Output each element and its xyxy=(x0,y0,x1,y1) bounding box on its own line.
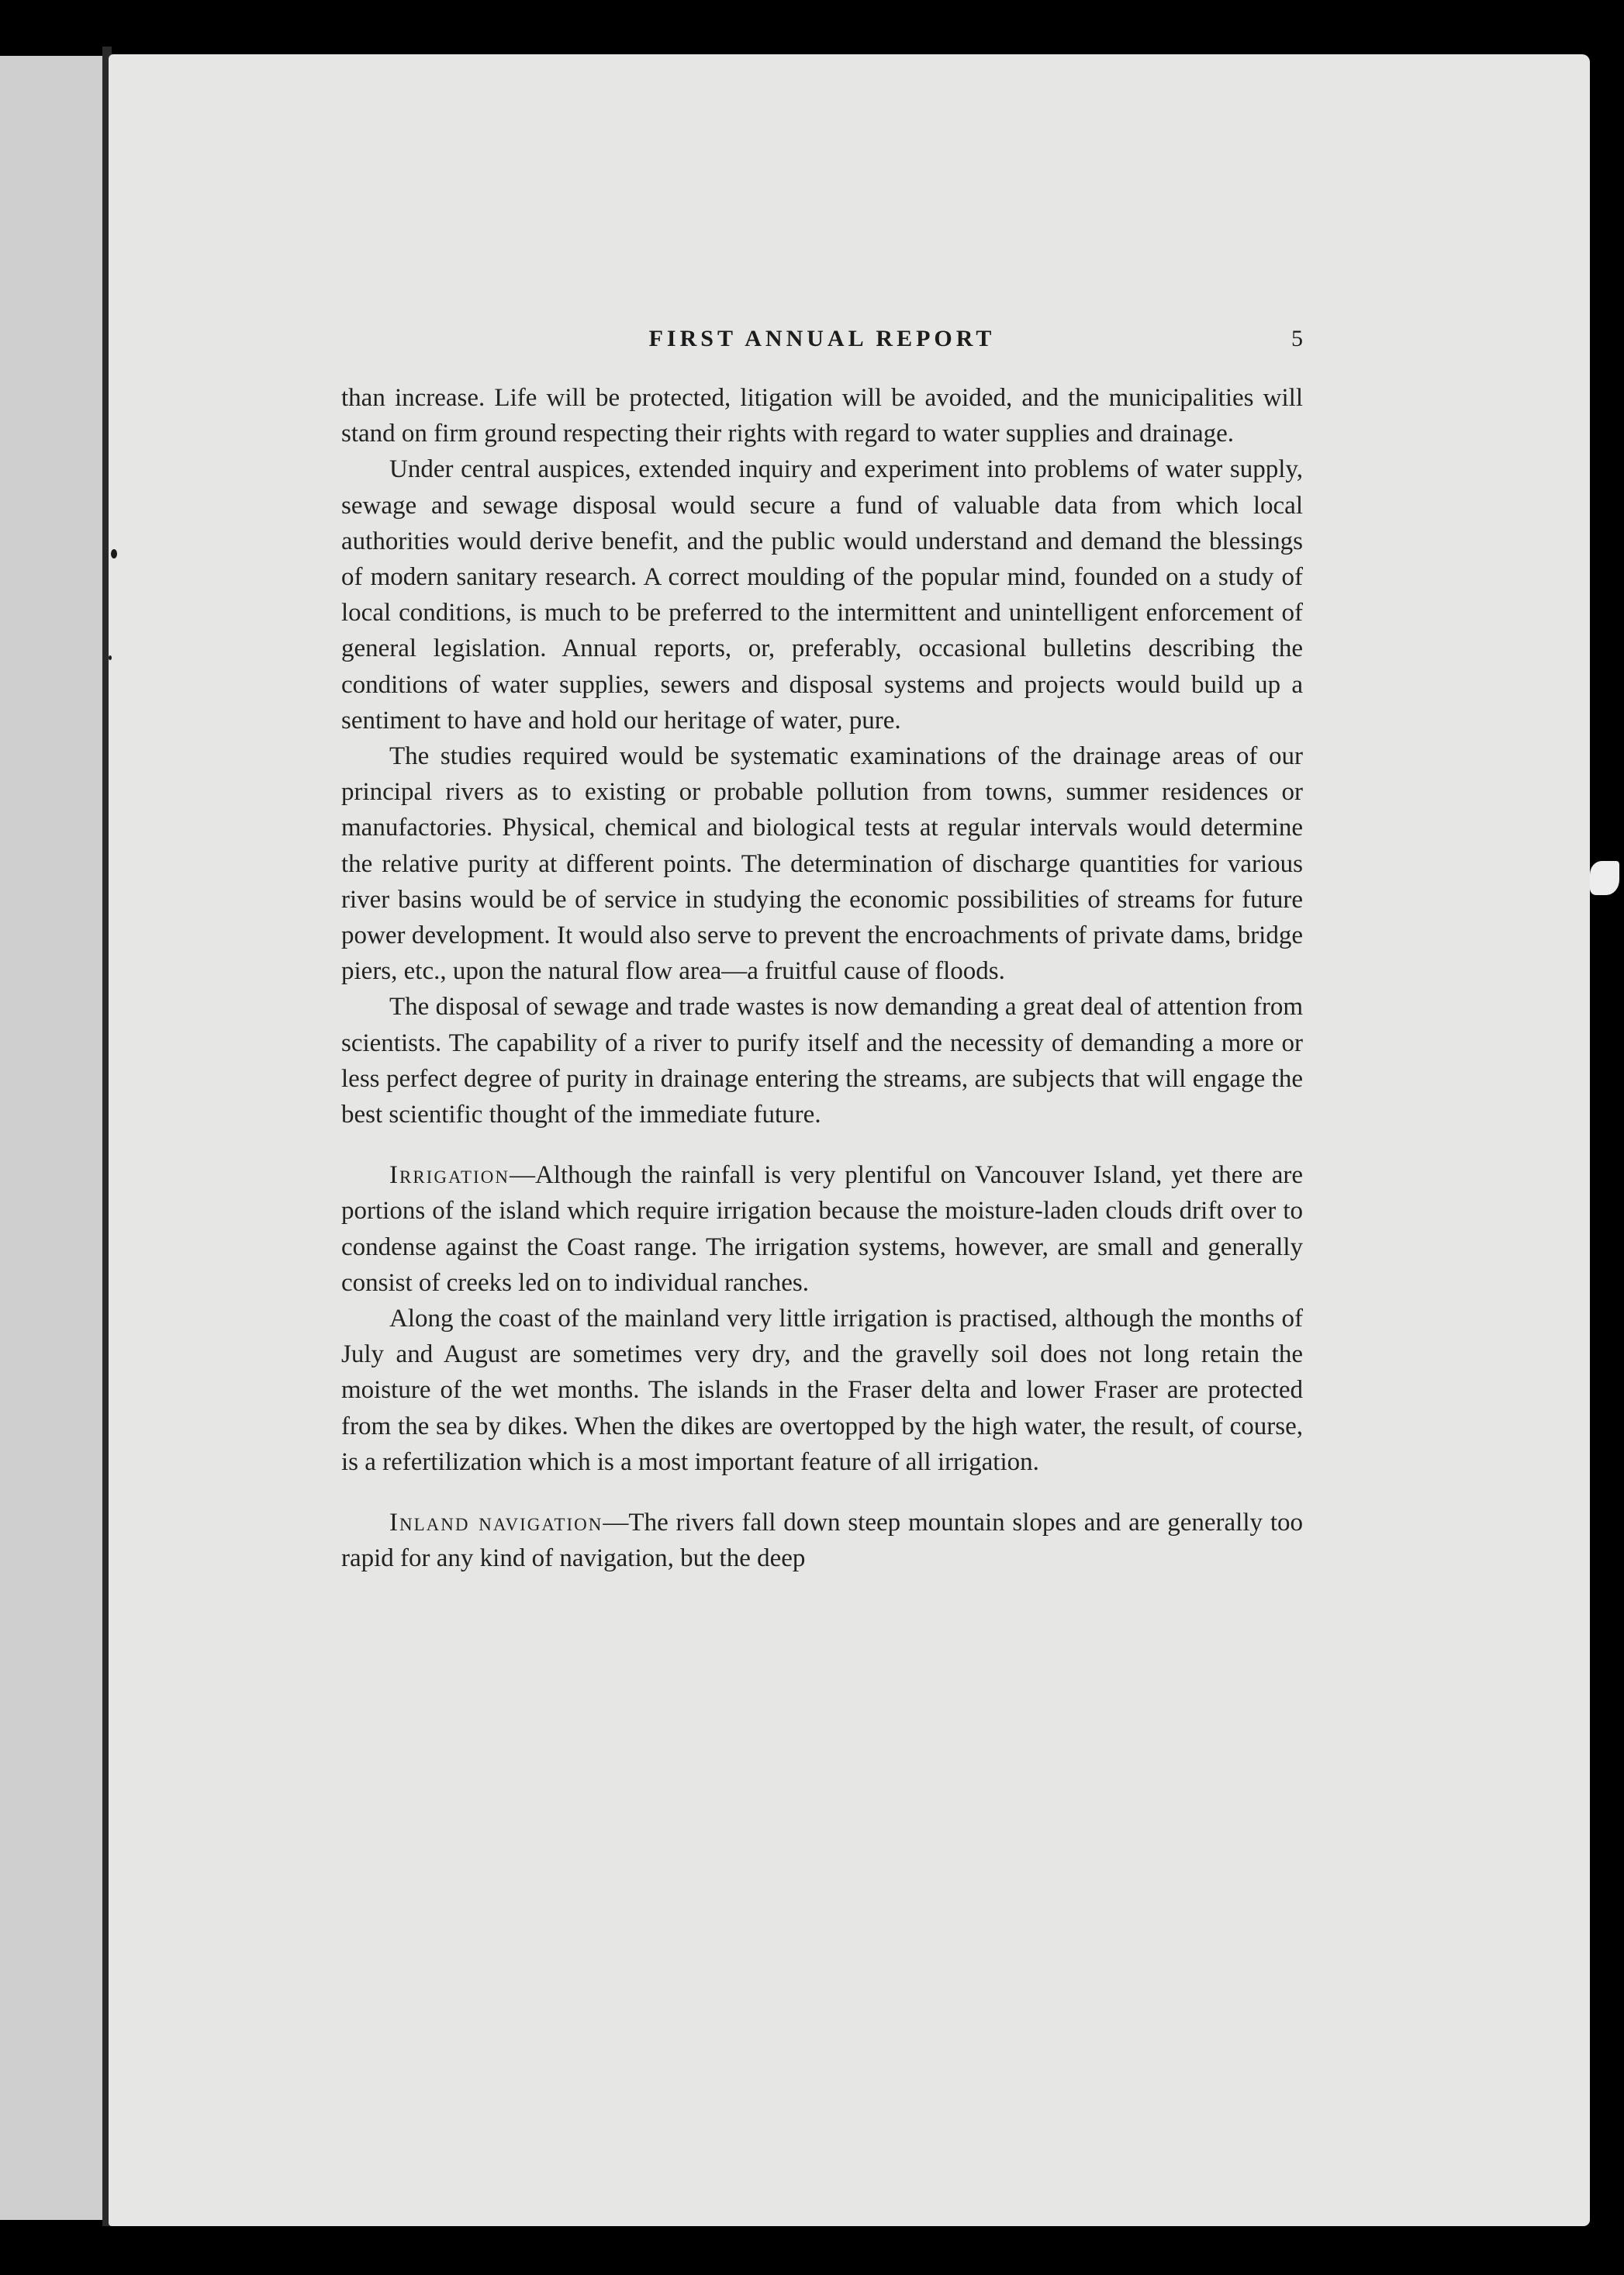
irrigation-heading: Irrigation xyxy=(389,1161,510,1190)
paragraph: Under central auspices, extended inquiry and experiment into problems of water supply, sewage and sewage disposal would secure a fund of valuable data from which local authorities would derive benefit, and the public would understand and demand the blessings of modern sanitary research. A correct moulding of the popular mind, founded on a study of local conditions, is much to be preferred to the intermittent and unintelligent enforcement of general legislation. Annual reports, or, preferably, occasional bulletins describing the conditions of water supplies, sewers and disposal systems and projects would build up a sentiment to have and hold our heritage of water, pure. xyxy=(341,455,1303,735)
running-head xyxy=(341,326,1303,365)
ink-speck xyxy=(109,655,112,660)
paragraph: The disposal of sewage and trade wastes is now demanding a great deal of attention from scientists. The capability of a river to purify itself and the necessity of demanding a more or less perfect degree of purity in drainage entering the streams, are subjects that will engage the best scientific thought of the immediate future. xyxy=(341,993,1303,1129)
inland-navigation-text: —The rivers fall down steep mountain slopes and are generally too rapid for any kind of navigation, but the deep xyxy=(341,1509,1303,1573)
irrigation-text: —Although the rainfall is very plentiful on Vancouver Island, yet there are portions of the island which require irrigation because the moisture-laden clouds drift over to condense against the Coast range. The irrigation systems, however, are small and generally consist of creeks led on to individual ranches. xyxy=(341,1161,1303,1297)
body-text xyxy=(341,380,1303,1577)
running-title: FIRST ANNUAL REPORT xyxy=(648,326,996,351)
inland-navigation-section xyxy=(341,1505,1303,1576)
page-number: 5 xyxy=(1291,326,1303,351)
inland-navigation-heading: Inland navigation xyxy=(389,1509,603,1537)
irrigation-section xyxy=(341,1157,1303,1301)
page-tab-mark xyxy=(1590,861,1619,895)
paragraph: than increase. Life will be protected, litigation will be avoided, and the municipalities will stand on firm ground respecting their rights with regard to water supplies and drainage. xyxy=(341,384,1303,448)
paragraph: Along the coast of the mainland very little irrigation is practised, although the months of July and August are sometimes very dry, and the gravelly soil does not long retain the moisture of the wet months. The islands in the Fraser delta and lower Fraser are protected from the sea by dikes. When the dikes are overtopped by the high water, the result, of course, is a refertilization which is a most important feature of all irrigation. xyxy=(341,1305,1303,1476)
ink-speck xyxy=(111,549,117,558)
paragraph: The studies required would be systematic examinations of the drainage areas of our principal rivers as to existing or probable pollution from towns, summer residences or manufactories. Physical, chemical and biological tests at regular intervals would determine the relative purity at different points. The determination of discharge quantities for various river basins would be of service in studying the economic possibilities of streams for future power development. It would also serve to prevent the encroachments of private dams, bridge piers, etc., upon the natural flow area—a fruitful cause of floods. xyxy=(341,742,1303,986)
facing-page-edge xyxy=(0,56,110,2220)
